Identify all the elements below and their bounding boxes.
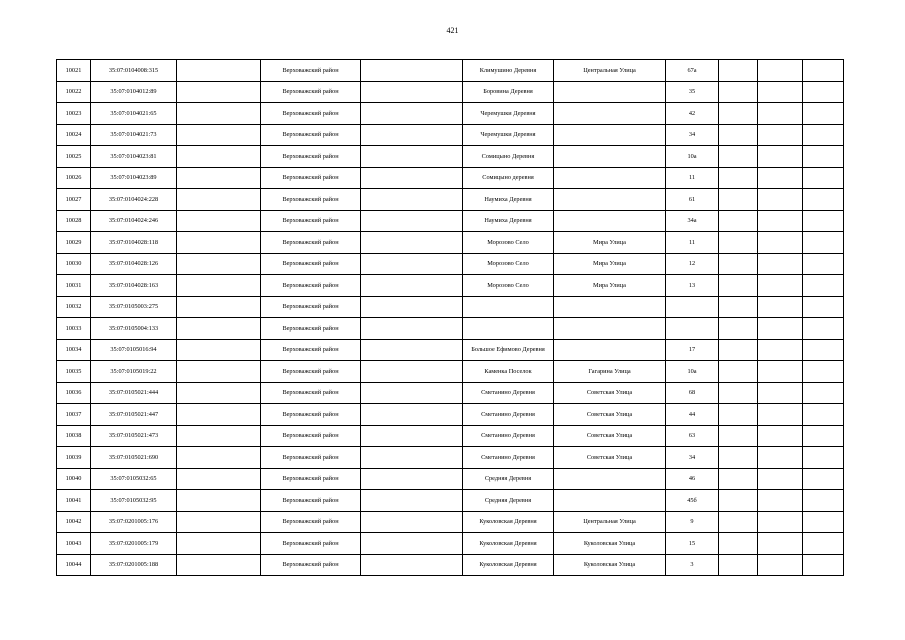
street-cell: [554, 189, 666, 211]
settlement-cell: Средняя Деревня: [463, 468, 554, 490]
blank-cell-e: [803, 275, 844, 297]
table-row: [57, 425, 844, 447]
blank-cell-e: [803, 511, 844, 533]
district-cell: Верховажский район: [261, 189, 361, 211]
blank-cell-c: [719, 103, 758, 125]
blank-cell-e: [803, 404, 844, 426]
cadastral-number-cell: 35:07:0104028:118: [91, 232, 177, 254]
house-number-cell: 9: [666, 511, 719, 533]
blank-cell-e: [803, 554, 844, 576]
blank-cell-b: [361, 232, 463, 254]
table-row: [57, 60, 844, 82]
district-cell: Верховажский район: [261, 318, 361, 340]
blank-cell-c: [719, 490, 758, 512]
table-row: [57, 468, 844, 490]
street-cell: [554, 468, 666, 490]
blank-cell-b: [361, 447, 463, 469]
blank-cell-b: [361, 296, 463, 318]
blank-cell-c: [719, 533, 758, 555]
blank-cell-a: [177, 210, 261, 232]
district-cell: Верховажский район: [261, 210, 361, 232]
blank-cell-a: [177, 382, 261, 404]
registry-body: [57, 60, 844, 576]
house-number-cell: 11: [666, 167, 719, 189]
settlement-cell: Климушино Деревня: [463, 60, 554, 82]
house-number-cell: 34а: [666, 210, 719, 232]
street-cell: [554, 146, 666, 168]
blank-cell-a: [177, 60, 261, 82]
blank-cell-e: [803, 490, 844, 512]
street-cell: [554, 124, 666, 146]
table-row: [57, 361, 844, 383]
district-cell: Верховажский район: [261, 447, 361, 469]
blank-cell-d: [758, 232, 803, 254]
street-cell: Куколовская Улица: [554, 554, 666, 576]
blank-cell-b: [361, 339, 463, 361]
record-number-cell: 10036: [57, 382, 91, 404]
blank-cell-c: [719, 425, 758, 447]
cadastral-number-cell: 35:07:0104028:163: [91, 275, 177, 297]
district-cell: Верховажский район: [261, 296, 361, 318]
blank-cell-d: [758, 318, 803, 340]
house-number-cell: 11: [666, 232, 719, 254]
house-number-cell: 42: [666, 103, 719, 125]
house-number-cell: [666, 296, 719, 318]
blank-cell-a: [177, 167, 261, 189]
blank-cell-c: [719, 124, 758, 146]
house-number-cell: 35: [666, 81, 719, 103]
blank-cell-e: [803, 533, 844, 555]
record-number-cell: 10031: [57, 275, 91, 297]
blank-cell-c: [719, 361, 758, 383]
blank-cell-c: [719, 167, 758, 189]
blank-cell-c: [719, 232, 758, 254]
cadastral-number-cell: 35:07:0201005:179: [91, 533, 177, 555]
blank-cell-c: [719, 468, 758, 490]
blank-cell-d: [758, 511, 803, 533]
blank-cell-c: [719, 318, 758, 340]
blank-cell-b: [361, 189, 463, 211]
settlement-cell: Сметанино Деревня: [463, 404, 554, 426]
blank-cell-a: [177, 296, 261, 318]
blank-cell-a: [177, 318, 261, 340]
blank-cell-e: [803, 81, 844, 103]
street-cell: Мира Улица: [554, 275, 666, 297]
registry-table: [56, 59, 844, 576]
table-row: [57, 232, 844, 254]
blank-cell-a: [177, 232, 261, 254]
record-number-cell: 10037: [57, 404, 91, 426]
cadastral-number-cell: 35:07:0105004:133: [91, 318, 177, 340]
street-cell: [554, 210, 666, 232]
blank-cell-c: [719, 404, 758, 426]
street-cell: Куколовская Улица: [554, 533, 666, 555]
blank-cell-b: [361, 554, 463, 576]
house-number-cell: 13: [666, 275, 719, 297]
blank-cell-d: [758, 81, 803, 103]
blank-cell-a: [177, 425, 261, 447]
blank-cell-e: [803, 253, 844, 275]
settlement-cell: Сметанино Деревня: [463, 447, 554, 469]
house-number-cell: [666, 318, 719, 340]
cadastral-number-cell: 35:07:0104021:73: [91, 124, 177, 146]
blank-cell-b: [361, 361, 463, 383]
blank-cell-a: [177, 404, 261, 426]
cadastral-number-cell: 35:07:0105021:473: [91, 425, 177, 447]
district-cell: Верховажский район: [261, 468, 361, 490]
table-row: [57, 253, 844, 275]
street-cell: [554, 103, 666, 125]
blank-cell-d: [758, 447, 803, 469]
blank-cell-c: [719, 339, 758, 361]
blank-cell-b: [361, 468, 463, 490]
settlement-cell: Боровина Деревня: [463, 81, 554, 103]
blank-cell-b: [361, 146, 463, 168]
house-number-cell: 12: [666, 253, 719, 275]
cadastral-number-cell: 35:07:0104024:228: [91, 189, 177, 211]
record-number-cell: 10027: [57, 189, 91, 211]
blank-cell-b: [361, 210, 463, 232]
cadastral-number-cell: 35:07:0104008:315: [91, 60, 177, 82]
blank-cell-c: [719, 296, 758, 318]
record-number-cell: 10034: [57, 339, 91, 361]
record-number-cell: 10044: [57, 554, 91, 576]
table-row: [57, 146, 844, 168]
table-row: [57, 103, 844, 125]
blank-cell-e: [803, 146, 844, 168]
street-cell: Советская Улица: [554, 382, 666, 404]
table-row: [57, 296, 844, 318]
blank-cell-a: [177, 103, 261, 125]
blank-cell-a: [177, 511, 261, 533]
blank-cell-b: [361, 511, 463, 533]
blank-cell-c: [719, 146, 758, 168]
blank-cell-e: [803, 468, 844, 490]
record-number-cell: 10040: [57, 468, 91, 490]
settlement-cell: [463, 318, 554, 340]
house-number-cell: 15: [666, 533, 719, 555]
blank-cell-e: [803, 318, 844, 340]
settlement-cell: Сметанино Деревня: [463, 382, 554, 404]
blank-cell-d: [758, 382, 803, 404]
blank-cell-d: [758, 124, 803, 146]
cadastral-number-cell: 35:07:0105021:690: [91, 447, 177, 469]
cadastral-number-cell: 35:07:0105003:275: [91, 296, 177, 318]
blank-cell-a: [177, 361, 261, 383]
blank-cell-a: [177, 339, 261, 361]
district-cell: Верховажский район: [261, 382, 361, 404]
blank-cell-e: [803, 447, 844, 469]
blank-cell-b: [361, 275, 463, 297]
blank-cell-c: [719, 511, 758, 533]
street-cell: Советская Улица: [554, 404, 666, 426]
record-number-cell: 10028: [57, 210, 91, 232]
settlement-cell: Морозово Село: [463, 275, 554, 297]
table-row: [57, 124, 844, 146]
blank-cell-b: [361, 490, 463, 512]
blank-cell-e: [803, 339, 844, 361]
blank-cell-c: [719, 60, 758, 82]
blank-cell-c: [719, 447, 758, 469]
table-row: [57, 382, 844, 404]
blank-cell-c: [719, 554, 758, 576]
district-cell: Верховажский район: [261, 253, 361, 275]
blank-cell-a: [177, 189, 261, 211]
blank-cell-d: [758, 339, 803, 361]
record-number-cell: 10038: [57, 425, 91, 447]
cadastral-number-cell: 35:07:0104024:246: [91, 210, 177, 232]
record-number-cell: 10022: [57, 81, 91, 103]
blank-cell-a: [177, 554, 261, 576]
blank-cell-a: [177, 124, 261, 146]
record-number-cell: 10035: [57, 361, 91, 383]
blank-cell-a: [177, 275, 261, 297]
district-cell: Верховажский район: [261, 425, 361, 447]
settlement-cell: Каменка Поселок: [463, 361, 554, 383]
blank-cell-d: [758, 533, 803, 555]
table-row: [57, 554, 844, 576]
cadastral-number-cell: 35:07:0201005:188: [91, 554, 177, 576]
street-cell: [554, 318, 666, 340]
record-number-cell: 10041: [57, 490, 91, 512]
district-cell: Верховажский район: [261, 81, 361, 103]
cadastral-number-cell: 35:07:0104021:65: [91, 103, 177, 125]
settlement-cell: Наумиха Деревня: [463, 189, 554, 211]
street-cell: [554, 296, 666, 318]
blank-cell-a: [177, 447, 261, 469]
blank-cell-b: [361, 124, 463, 146]
blank-cell-d: [758, 210, 803, 232]
blank-cell-d: [758, 189, 803, 211]
page-number: 421: [446, 26, 459, 35]
district-cell: Верховажский район: [261, 232, 361, 254]
house-number-cell: 3: [666, 554, 719, 576]
settlement-cell: Куколовская Деревня: [463, 554, 554, 576]
blank-cell-c: [719, 81, 758, 103]
blank-cell-d: [758, 60, 803, 82]
cadastral-number-cell: 35:07:0104028:126: [91, 253, 177, 275]
cadastral-number-cell: 35:07:0105021:447: [91, 404, 177, 426]
blank-cell-b: [361, 425, 463, 447]
blank-cell-b: [361, 167, 463, 189]
record-number-cell: 10033: [57, 318, 91, 340]
blank-cell-d: [758, 404, 803, 426]
street-cell: Советская Улица: [554, 425, 666, 447]
settlement-cell: Большое Ефимово Деревня: [463, 339, 554, 361]
blank-cell-d: [758, 361, 803, 383]
blank-cell-e: [803, 361, 844, 383]
blank-cell-e: [803, 124, 844, 146]
cadastral-number-cell: 35:07:0105021:444: [91, 382, 177, 404]
blank-cell-b: [361, 318, 463, 340]
house-number-cell: 46: [666, 468, 719, 490]
district-cell: Верховажский район: [261, 275, 361, 297]
record-number-cell: 10043: [57, 533, 91, 555]
record-number-cell: 10030: [57, 253, 91, 275]
house-number-cell: 34: [666, 447, 719, 469]
street-cell: Мира Улица: [554, 232, 666, 254]
settlement-cell: Сомицыно Деревня: [463, 146, 554, 168]
house-number-cell: 61: [666, 189, 719, 211]
settlement-cell: Куколовская Деревня: [463, 533, 554, 555]
street-cell: Мира Улица: [554, 253, 666, 275]
street-cell: [554, 339, 666, 361]
settlement-cell: Куколовская Деревня: [463, 511, 554, 533]
record-number-cell: 10029: [57, 232, 91, 254]
blank-cell-d: [758, 275, 803, 297]
blank-cell-d: [758, 146, 803, 168]
blank-cell-d: [758, 554, 803, 576]
district-cell: Верховажский район: [261, 490, 361, 512]
table-row: [57, 210, 844, 232]
settlement-cell: Морозово Село: [463, 253, 554, 275]
street-cell: Центральная Улица: [554, 60, 666, 82]
settlement-cell: Черемушки Деревня: [463, 124, 554, 146]
street-cell: [554, 167, 666, 189]
blank-cell-e: [803, 382, 844, 404]
blank-cell-b: [361, 81, 463, 103]
blank-cell-c: [719, 189, 758, 211]
blank-cell-d: [758, 167, 803, 189]
blank-cell-d: [758, 103, 803, 125]
table-row: [57, 533, 844, 555]
cadastral-number-cell: 35:07:0201005:176: [91, 511, 177, 533]
settlement-cell: Средняя Деревня: [463, 490, 554, 512]
house-number-cell: 45б: [666, 490, 719, 512]
record-number-cell: 10032: [57, 296, 91, 318]
blank-cell-c: [719, 210, 758, 232]
table-row: [57, 189, 844, 211]
blank-cell-c: [719, 382, 758, 404]
record-number-cell: 10025: [57, 146, 91, 168]
house-number-cell: 34: [666, 124, 719, 146]
cadastral-number-cell: 35:07:0105032:65: [91, 468, 177, 490]
blank-cell-e: [803, 232, 844, 254]
house-number-cell: 68: [666, 382, 719, 404]
blank-cell-e: [803, 60, 844, 82]
house-number-cell: 63: [666, 425, 719, 447]
district-cell: Верховажский район: [261, 103, 361, 125]
blank-cell-e: [803, 167, 844, 189]
table-row: [57, 447, 844, 469]
blank-cell-e: [803, 296, 844, 318]
blank-cell-b: [361, 533, 463, 555]
house-number-cell: 44: [666, 404, 719, 426]
blank-cell-b: [361, 253, 463, 275]
settlement-cell: Наумиха Деревня: [463, 210, 554, 232]
blank-cell-d: [758, 296, 803, 318]
record-number-cell: 10042: [57, 511, 91, 533]
table-row: [57, 339, 844, 361]
blank-cell-e: [803, 189, 844, 211]
district-cell: Верховажский район: [261, 554, 361, 576]
table-row: [57, 511, 844, 533]
table-row: [57, 81, 844, 103]
blank-cell-a: [177, 253, 261, 275]
district-cell: Верховажский район: [261, 404, 361, 426]
blank-cell-d: [758, 253, 803, 275]
table-row: [57, 167, 844, 189]
blank-cell-e: [803, 425, 844, 447]
table-row: [57, 275, 844, 297]
street-cell: Центральная Улица: [554, 511, 666, 533]
house-number-cell: 17: [666, 339, 719, 361]
record-number-cell: 10024: [57, 124, 91, 146]
district-cell: Верховажский район: [261, 60, 361, 82]
district-cell: Верховажский район: [261, 339, 361, 361]
blank-cell-a: [177, 81, 261, 103]
blank-cell-b: [361, 103, 463, 125]
record-number-cell: 10026: [57, 167, 91, 189]
blank-cell-d: [758, 468, 803, 490]
settlement-cell: Сомицыно деревня: [463, 167, 554, 189]
street-cell: Гагарина Улица: [554, 361, 666, 383]
house-number-cell: 10а: [666, 361, 719, 383]
cadastral-number-cell: 35:07:0105019:22: [91, 361, 177, 383]
cadastral-number-cell: 35:07:0104023:89: [91, 167, 177, 189]
blank-cell-a: [177, 146, 261, 168]
blank-cell-b: [361, 404, 463, 426]
blank-cell-a: [177, 490, 261, 512]
blank-cell-a: [177, 533, 261, 555]
record-number-cell: 10039: [57, 447, 91, 469]
blank-cell-e: [803, 103, 844, 125]
district-cell: Верховажский район: [261, 361, 361, 383]
blank-cell-b: [361, 60, 463, 82]
cadastral-number-cell: 35:07:0104023:81: [91, 146, 177, 168]
settlement-cell: Черемушки Деревня: [463, 103, 554, 125]
blank-cell-c: [719, 253, 758, 275]
district-cell: Верховажский район: [261, 124, 361, 146]
house-number-cell: 67а: [666, 60, 719, 82]
blank-cell-d: [758, 490, 803, 512]
blank-cell-a: [177, 468, 261, 490]
cadastral-number-cell: 35:07:0104012:89: [91, 81, 177, 103]
settlement-cell: Морозово Село: [463, 232, 554, 254]
table-row: [57, 318, 844, 340]
district-cell: Верховажский район: [261, 146, 361, 168]
record-number-cell: 10023: [57, 103, 91, 125]
blank-cell-d: [758, 425, 803, 447]
district-cell: Верховажский район: [261, 511, 361, 533]
table-row: [57, 404, 844, 426]
street-cell: [554, 81, 666, 103]
cadastral-number-cell: 35:07:0105016:94: [91, 339, 177, 361]
settlement-cell: Сметанино Деревня: [463, 425, 554, 447]
street-cell: Советская Улица: [554, 447, 666, 469]
table-row: [57, 490, 844, 512]
blank-cell-e: [803, 210, 844, 232]
blank-cell-b: [361, 382, 463, 404]
street-cell: [554, 490, 666, 512]
settlement-cell: [463, 296, 554, 318]
district-cell: Верховажский район: [261, 167, 361, 189]
cadastral-number-cell: 35:07:0105032:95: [91, 490, 177, 512]
record-number-cell: 10021: [57, 60, 91, 82]
district-cell: Верховажский район: [261, 533, 361, 555]
blank-cell-c: [719, 275, 758, 297]
house-number-cell: 10а: [666, 146, 719, 168]
